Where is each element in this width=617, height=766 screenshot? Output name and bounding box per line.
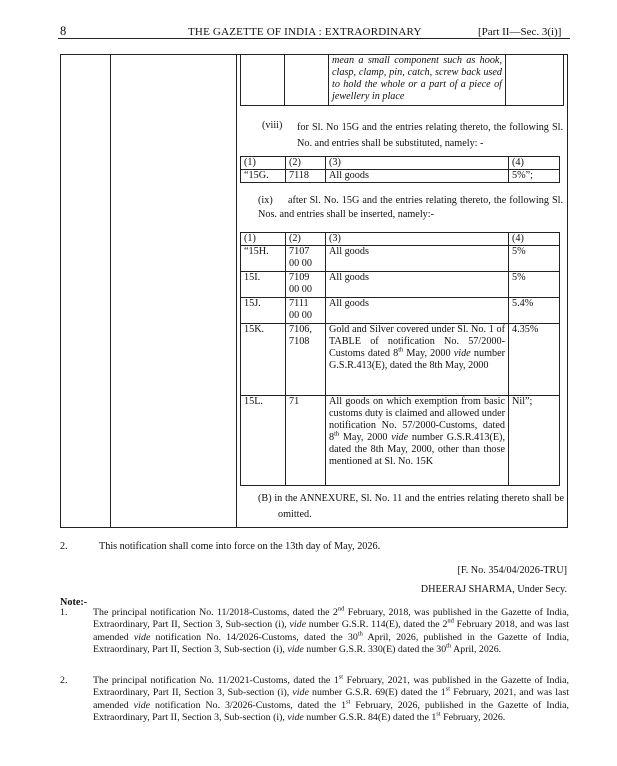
serial-number: 15J. xyxy=(241,298,286,324)
header-rule xyxy=(58,38,570,39)
description-part: number G.S.R.413(E), dated the 8th May, 2000, other than those mentioned at Sl. No. 15K xyxy=(329,432,505,468)
item-ix-body: after Sl. No. 15G and the entries relating thereto, the following Sl. Nos. and entries shall be inserted, namely:- xyxy=(258,195,564,220)
tariff-item-line: 7109 xyxy=(289,272,310,284)
tariff-item xyxy=(286,298,326,324)
tariff-item xyxy=(286,246,326,272)
frame-column-divider xyxy=(236,55,237,527)
note-text-part: number G.S.R. 69(E) dated the 1 xyxy=(308,687,446,699)
table-header-cell: (1) xyxy=(241,157,286,170)
table-header-cell: (4) xyxy=(509,157,560,170)
table-header-cell: (3) xyxy=(326,157,509,170)
ordinal-suffix: th xyxy=(398,346,404,354)
note-text-part: April, 2026. xyxy=(451,643,502,655)
note-1-text xyxy=(93,607,569,656)
vide-word: vide xyxy=(289,619,306,631)
table-ix xyxy=(240,232,560,486)
rate: 5% xyxy=(509,272,560,298)
continuation-cell-1 xyxy=(241,54,285,106)
ordinal-suffix: th xyxy=(357,630,363,638)
description: All goods xyxy=(326,246,509,272)
note-text-part: February, 2021, and was last amended xyxy=(93,687,569,711)
ordinal-suffix: st xyxy=(346,698,351,706)
rate: 5.4% xyxy=(509,298,560,324)
table-row xyxy=(241,396,560,486)
continuation-cell-4 xyxy=(506,54,564,106)
tariff-item-line: 7111 xyxy=(289,298,309,310)
description: All goods xyxy=(326,272,509,298)
table-row xyxy=(241,298,560,324)
note-text-part: number G.S.R. 330(E) dated the 30 xyxy=(303,643,447,655)
item-ix-marker: (ix) xyxy=(258,195,273,206)
serial-number: 15L. xyxy=(241,396,286,486)
table-header-cell: (1) xyxy=(241,233,286,246)
table-header-cell: (3) xyxy=(326,233,509,246)
description-part: May, 2000 xyxy=(339,432,392,444)
vide-word: vide xyxy=(133,699,151,711)
serial-number: “15G. xyxy=(241,170,286,183)
serial-number: 15K. xyxy=(241,324,286,396)
vide-word: vide xyxy=(287,711,304,723)
gazette-part: [Part II—Sec. 3(i)] xyxy=(478,26,562,38)
para-2-number: 2. xyxy=(60,541,68,552)
note-2-text xyxy=(93,675,569,724)
note-text-part: February, 2021, was published in the Gazette of India, Extraordinary, Part II, Section 3, Sub-section (i), xyxy=(93,675,569,699)
description-part: number G.S.R.413(E), dated the 8th May, 2000 xyxy=(329,348,506,372)
note-text-part: February, 2026, published in the Gazette of India, Extraordinary, Part II, Section 3, Sub-section (i), xyxy=(93,699,569,723)
tariff-item-line: 7107 xyxy=(289,246,310,258)
rate: 4.35% xyxy=(509,324,560,396)
item-viii-text xyxy=(297,120,563,152)
table-viii-header-row xyxy=(241,157,560,170)
gazette-title: THE GAZETTE OF INDIA : EXTRAORDINARY xyxy=(188,26,422,38)
note-text-part: February 2018, and was last amended xyxy=(93,619,569,643)
item-viii-marker: (viii) xyxy=(262,120,283,131)
table-header-cell: (2) xyxy=(286,233,326,246)
table-row xyxy=(241,272,560,298)
table-row xyxy=(241,324,560,396)
table-row xyxy=(241,246,560,272)
tariff-item xyxy=(286,324,326,396)
item-viii-text-span: for Sl. No 15G and the entries relating thereto, the following Sl. No. and entries shall be substituted, namely: - xyxy=(297,122,563,149)
file-number: [F. No. 354/04/2026-TRU] xyxy=(457,565,567,576)
tariff-item-line: 71 xyxy=(289,396,300,408)
tariff-item-line: 00 00 xyxy=(289,310,312,322)
ordinal-suffix: st xyxy=(445,685,451,693)
description: All goods xyxy=(326,170,509,183)
note-text-part: The principal notification No. 11/2021-Customs, dated the 1 xyxy=(93,675,339,686)
note-heading: Note:- xyxy=(60,597,88,608)
continuation-cell-2 xyxy=(285,54,329,106)
note-text-part: notification No. 3/2026-Customs, dated the 1 xyxy=(150,699,347,711)
note-1-number: 1. xyxy=(60,607,68,618)
tariff-item xyxy=(286,396,326,486)
table-header-cell: (2) xyxy=(286,157,326,170)
ordinal-suffix: st xyxy=(338,673,344,681)
rate: 5% xyxy=(509,246,560,272)
ordinal-suffix: nd xyxy=(447,617,454,625)
definition-text: mean a small component such as hook, clasp, clamp, pin, catch, screw back used to hold the whole or a part of a piece of jewellery in place xyxy=(329,54,506,106)
note-text-part: February, 2018, was published in the Gazette of India, Extraordinary, Part II, Section 3, Sub-section (i), xyxy=(93,607,569,631)
table-header-cell: (4) xyxy=(509,233,560,246)
item-b-text: (B) in the ANNEXURE, Sl. No. 11 and the entries relating thereto shall be omitted. xyxy=(258,493,564,520)
rate: 5%”; xyxy=(509,170,560,183)
vide-word: vide xyxy=(133,631,151,643)
tariff-item-line: 7106, xyxy=(289,324,312,336)
note-text-part: number G.S.R. 84(E) dated the 1 xyxy=(303,711,437,723)
description-part: Gold and Silver covered under Sl. No. 1 of TABLE of notification No. 57/2000-Customs dated 8 xyxy=(329,324,505,360)
description-part: May, 2000 xyxy=(403,348,454,360)
note-text-part: notification No. 14/2026-Customs, dated the 30 xyxy=(150,631,358,643)
ordinal-suffix: th xyxy=(334,430,340,438)
item-ix-text xyxy=(258,194,563,222)
continuation-table xyxy=(240,54,564,106)
tariff-item-line: 00 00 xyxy=(289,284,312,296)
serial-number: 15I. xyxy=(241,272,286,298)
vide-word: vide xyxy=(292,687,309,699)
ordinal-suffix: st xyxy=(436,710,441,718)
note-text-part: The principal notification No. 11/2018-Customs, dated the 2 xyxy=(93,607,338,618)
ordinal-suffix: th xyxy=(446,642,452,650)
tariff-item-line: 00 00 xyxy=(289,258,312,270)
vide-word: vide xyxy=(287,643,304,655)
tariff-item xyxy=(286,272,326,298)
note-2-number: 2. xyxy=(60,675,68,686)
vide-word: vide xyxy=(453,348,471,360)
rate: Nil”; xyxy=(509,396,560,486)
tariff-item-line: 7108 xyxy=(289,336,310,348)
ordinal-suffix: nd xyxy=(337,605,345,613)
note-text-part: number G.S.R. 114(E), dated the 2 xyxy=(306,619,448,631)
vide-word: vide xyxy=(391,432,409,444)
para-2-text: This notification shall come into force on the 13th day of May, 2026. xyxy=(99,541,381,552)
note-text-part: February, 2026. xyxy=(440,711,506,723)
table-ix-header-row xyxy=(241,233,560,246)
page-number: 8 xyxy=(60,24,67,38)
description-part: All goods on which exemption from basic customs duty is claimed and allowed under notification No. 57/2000-Customs, dated 8 xyxy=(329,396,505,444)
description: All goods xyxy=(326,298,509,324)
tariff-item: 7118 xyxy=(286,170,326,183)
serial-number: “15H. xyxy=(241,246,286,272)
description xyxy=(326,324,509,396)
table-viii xyxy=(240,156,560,183)
signatory: DHEERAJ SHARMA, Under Secy. xyxy=(420,584,567,595)
frame-column-divider xyxy=(110,55,111,527)
table-row xyxy=(241,170,560,183)
description xyxy=(326,396,509,486)
note-text-part: April, 2026, published in the Gazette of India, Extraordinary, Part II, Section 3, Sub-section (i), xyxy=(93,631,569,655)
